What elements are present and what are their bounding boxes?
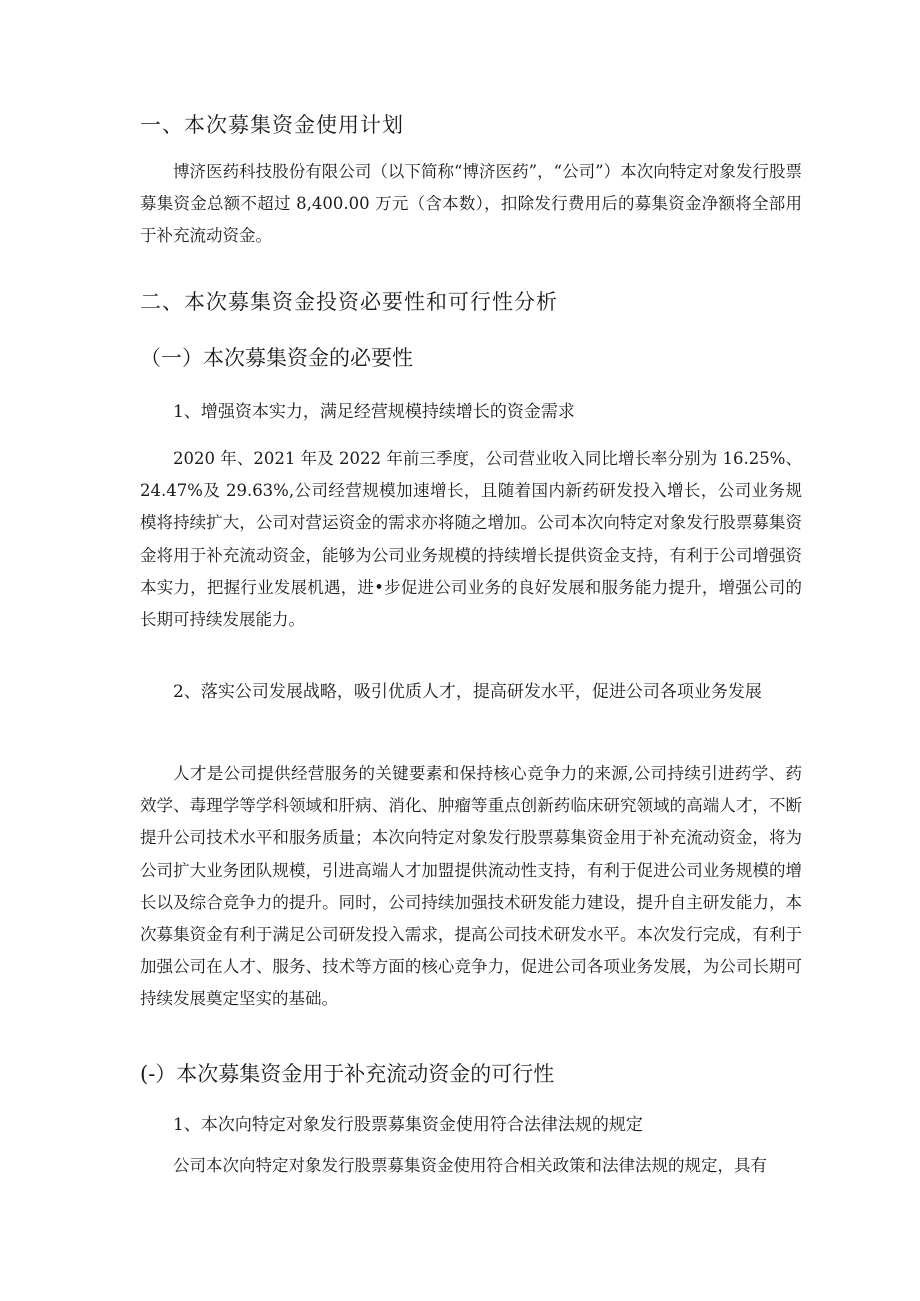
subsection-feasibility-heading: (-）本次募集资金用于补充流动资金的可行性 xyxy=(140,1062,555,1086)
item-2-heading: 2、落实公司发展战略，吸引优质人才，提高研发水平，促进公司各项业务发展 xyxy=(173,682,762,702)
section-1-paragraph: 博济医药科技股份有限公司（以下简称“博济医药”，“公司”）本次向特定对象发行股票募集资金总额不超过 8,400.00 万元（含本数），扣除发行费用后的募集资金净额将全部用于补充流动资金。 xyxy=(140,162,802,246)
section-1-heading: 一、本次募集资金使用计划 xyxy=(140,113,404,137)
item-2-paragraph: 人才是公司提供经营服务的关键要素和保持核心竞争力的来源,公司持续引进药学、药效学、毒理学等学科领域和肝病、消化、肿瘤等重点创新药临床研究领域的高端人才，不断提升公司技术水平和服务质量；本次向特定对象发行股票募集资金用于补充流动资金，将为公司扩大业务团队规模，引进高端人才加盟提供流动性支持，有利于促进公司业务规模的增长以及综合竞争力的提升。同时，公司持续加强技术研发能力建设，提升自主研发能力，本次募集资金有利于满足公司研发投入需求，提高公司技术研发水平。本次发行完成，有利于加强公司在人才、服务、技术等方面的核心竞争力，促进公司各项业务发展，为公司长期可持续发展奠定坚实的基础。 xyxy=(140,764,802,1009)
subsection-necessity-heading: （一）本次募集资金的必要性 xyxy=(140,346,413,370)
item-1-heading: 1、增强资本实力，满足经营规模持续增长的资金需求 xyxy=(173,402,575,422)
feasibility-item-1-paragraph: 公司本次向特定对象发行股票募集资金使用符合相关政策和法律法规的规定，具有 xyxy=(173,1156,767,1175)
feasibility-item-1-heading: 1、本次向特定对象发行股票募集资金使用符合法律法规的规定 xyxy=(173,1115,643,1135)
section-2-heading: 二、本次募集资金投资必要性和可行性分析 xyxy=(140,290,558,314)
item-1-paragraph: 2020 年、2021 年及 2022 年前三季度，公司营业收入同比增长率分别为 16.25%、24.47%及 29.63%,公司经营规模加速增长，且随着国内新药研发投入增长，公司业务规模将持续扩大，公司对营运资金的需求亦将随之增加。公司本次向特定对象发行股票募集资金将用于补充流动资金，能够为公司业务规模的持续增长提供资金支持，有利于公司增强资本实力，把握行业发展机遇，进•步促进公司业务的良好发展和服务能力提升，增强公司的长期可持续发展能力。 xyxy=(140,449,802,630)
